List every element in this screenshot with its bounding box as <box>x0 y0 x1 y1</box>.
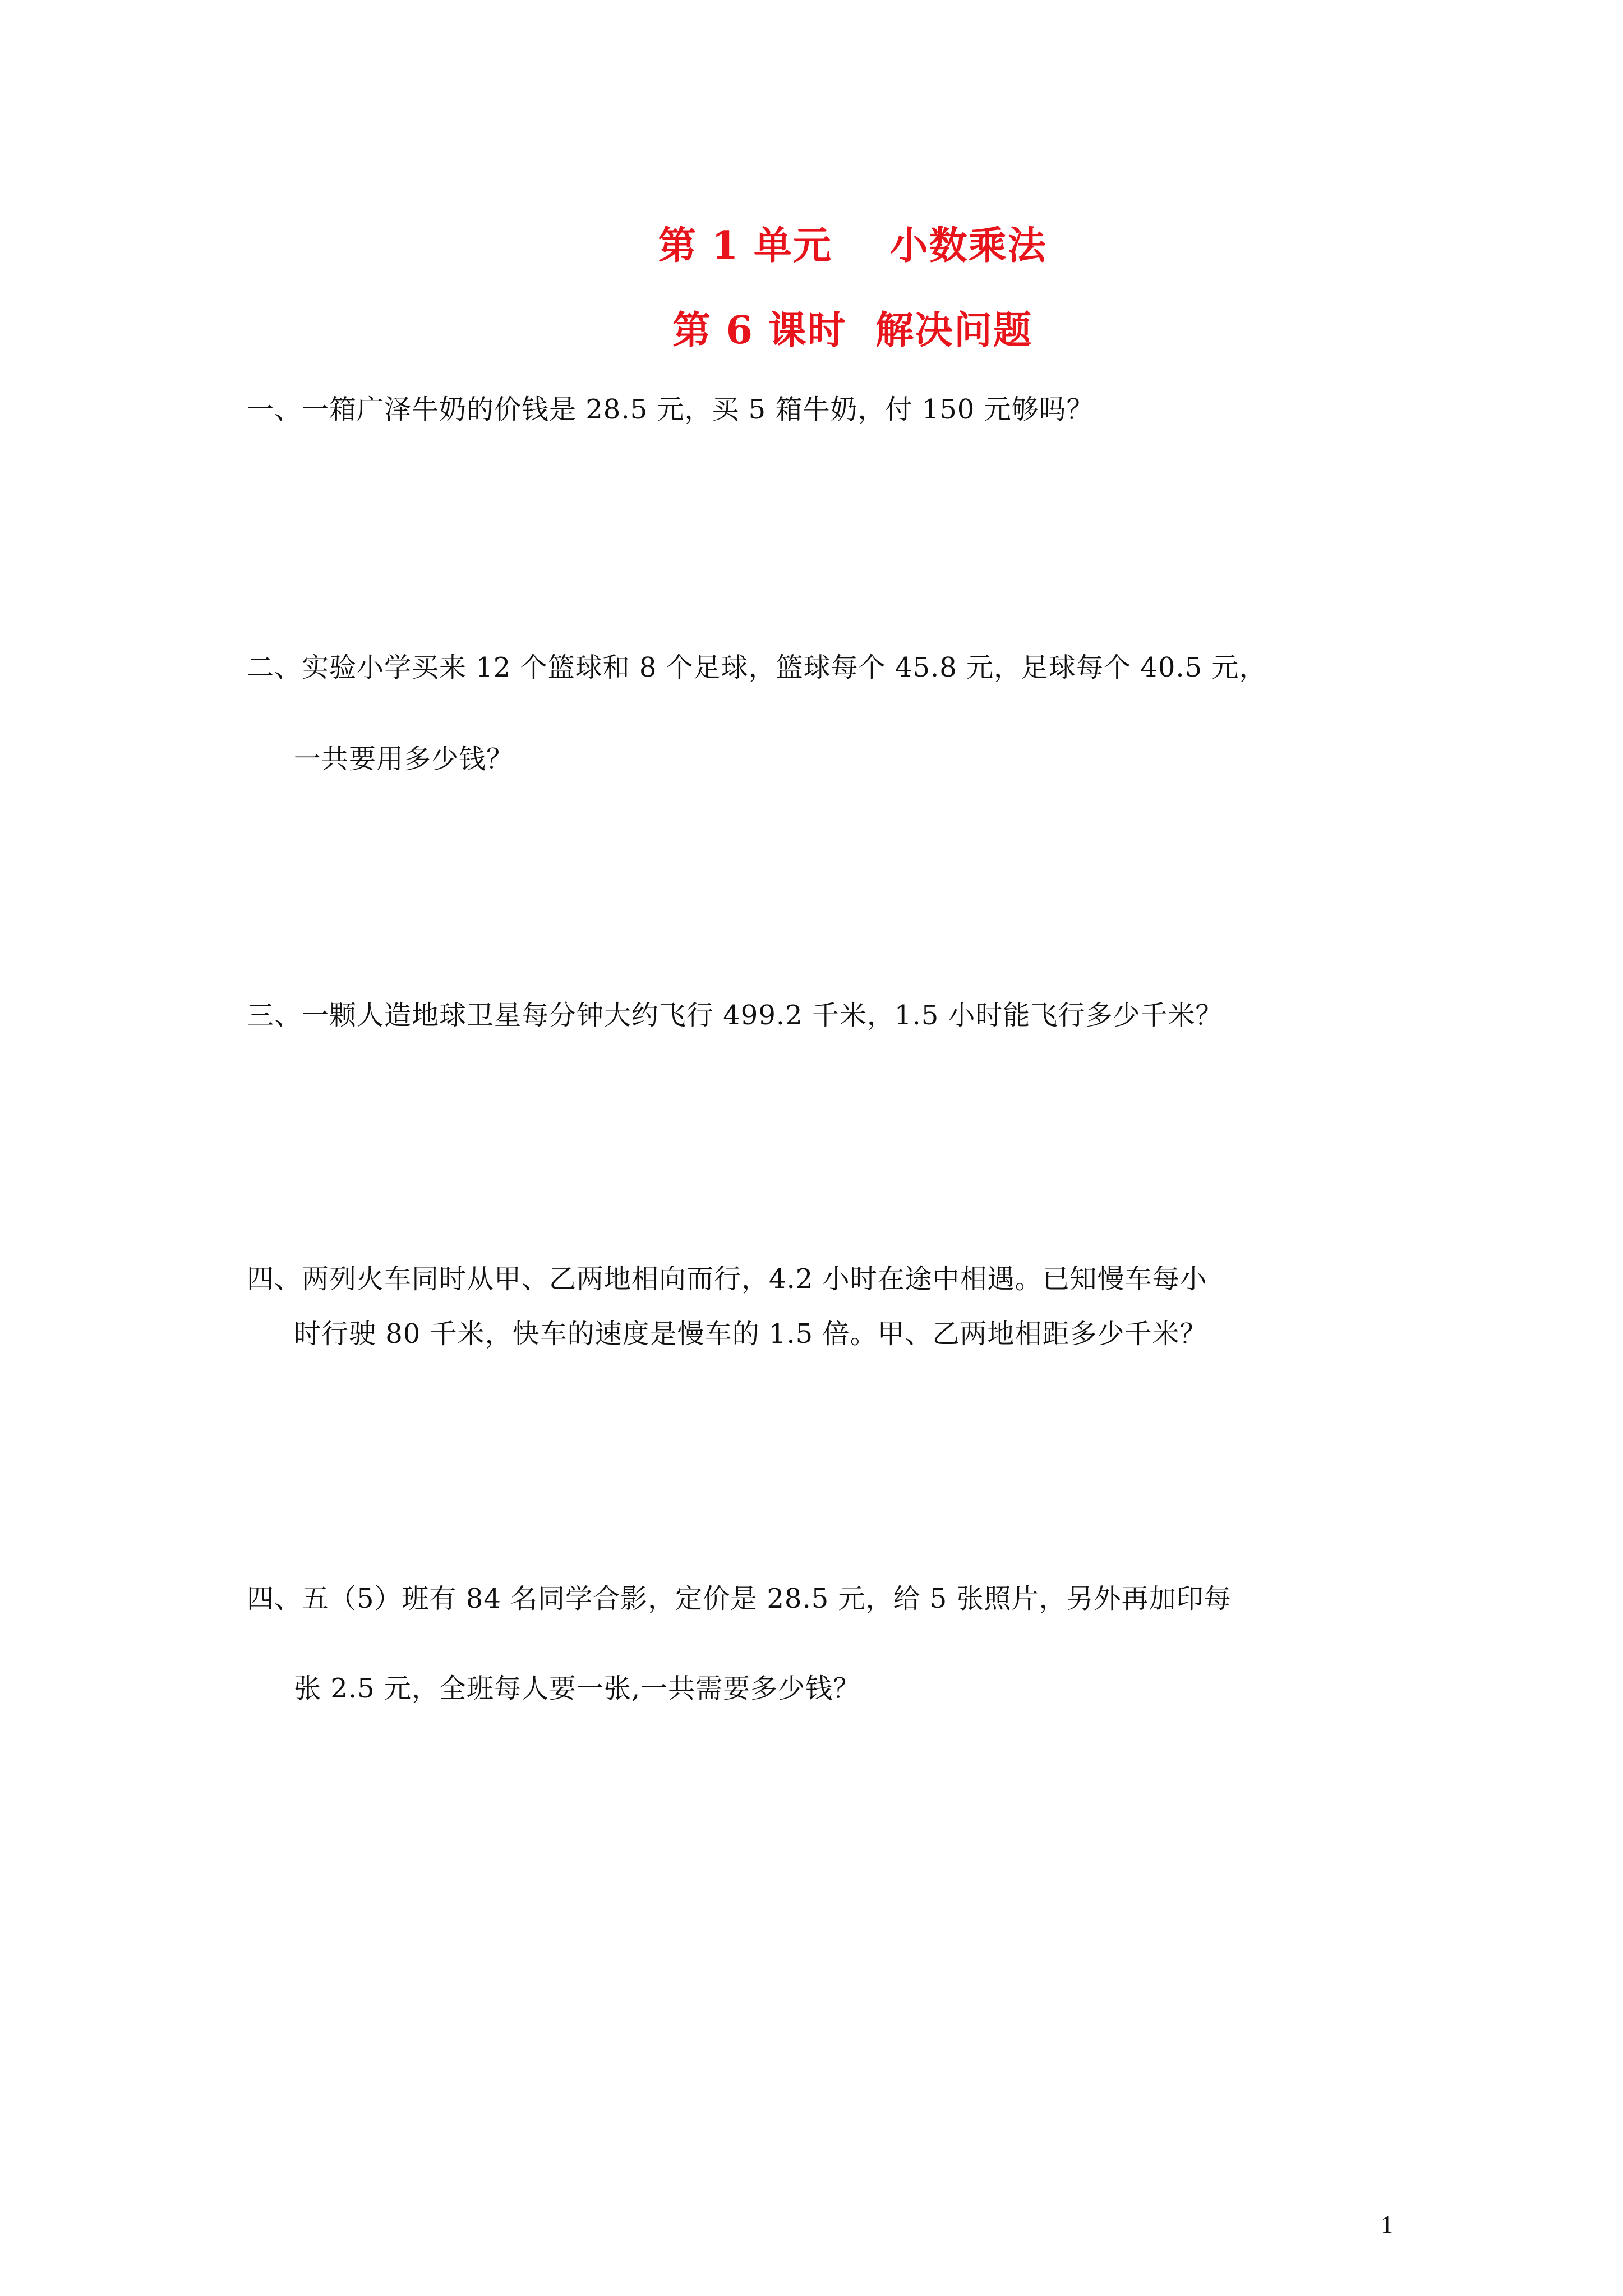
question-1-line-1: 一、一箱广泽牛奶的价钱是 28.5 元，买 5 箱牛奶，付 150 元够吗？ <box>247 394 1094 425</box>
question-4-line-1: 四、两列火车同时从甲、乙两地相向而行，4.2 小时在途中相遇。已知慢车每小 <box>247 1263 1207 1295</box>
unit-title: 第 1 单元 小数乘法 <box>658 223 1047 268</box>
page-number: 1 <box>1381 2211 1393 2238</box>
question-2-line-1: 二、实验小学买来 12 个篮球和 8 个足球，篮球每个 45.8 元，足球每个 40.5 元， <box>247 652 1267 683</box>
question-2-line-2: 一共要用多少钱？ <box>294 743 514 775</box>
question-5-line-2: 张 2.5 元，全班每人要一张,一共需要多少钱？ <box>294 1673 861 1704</box>
lesson-title: 第 6 课时 解决问题 <box>672 308 1032 353</box>
question-3-line-1: 三、一颗人造地球卫星每分钟大约飞行 499.2 千米，1.5 小时能飞行多少千米？ <box>247 1000 1223 1031</box>
question-5-line-1: 四、五（5）班有 84 名同学合影，定价是 28.5 元，给 5 张照片，另外再加印每 <box>247 1583 1232 1614</box>
question-4-line-2: 时行驶 80 千米，快车的速度是慢车的 1.5 倍。甲、乙两地相距多少千米？ <box>294 1318 1207 1350</box>
